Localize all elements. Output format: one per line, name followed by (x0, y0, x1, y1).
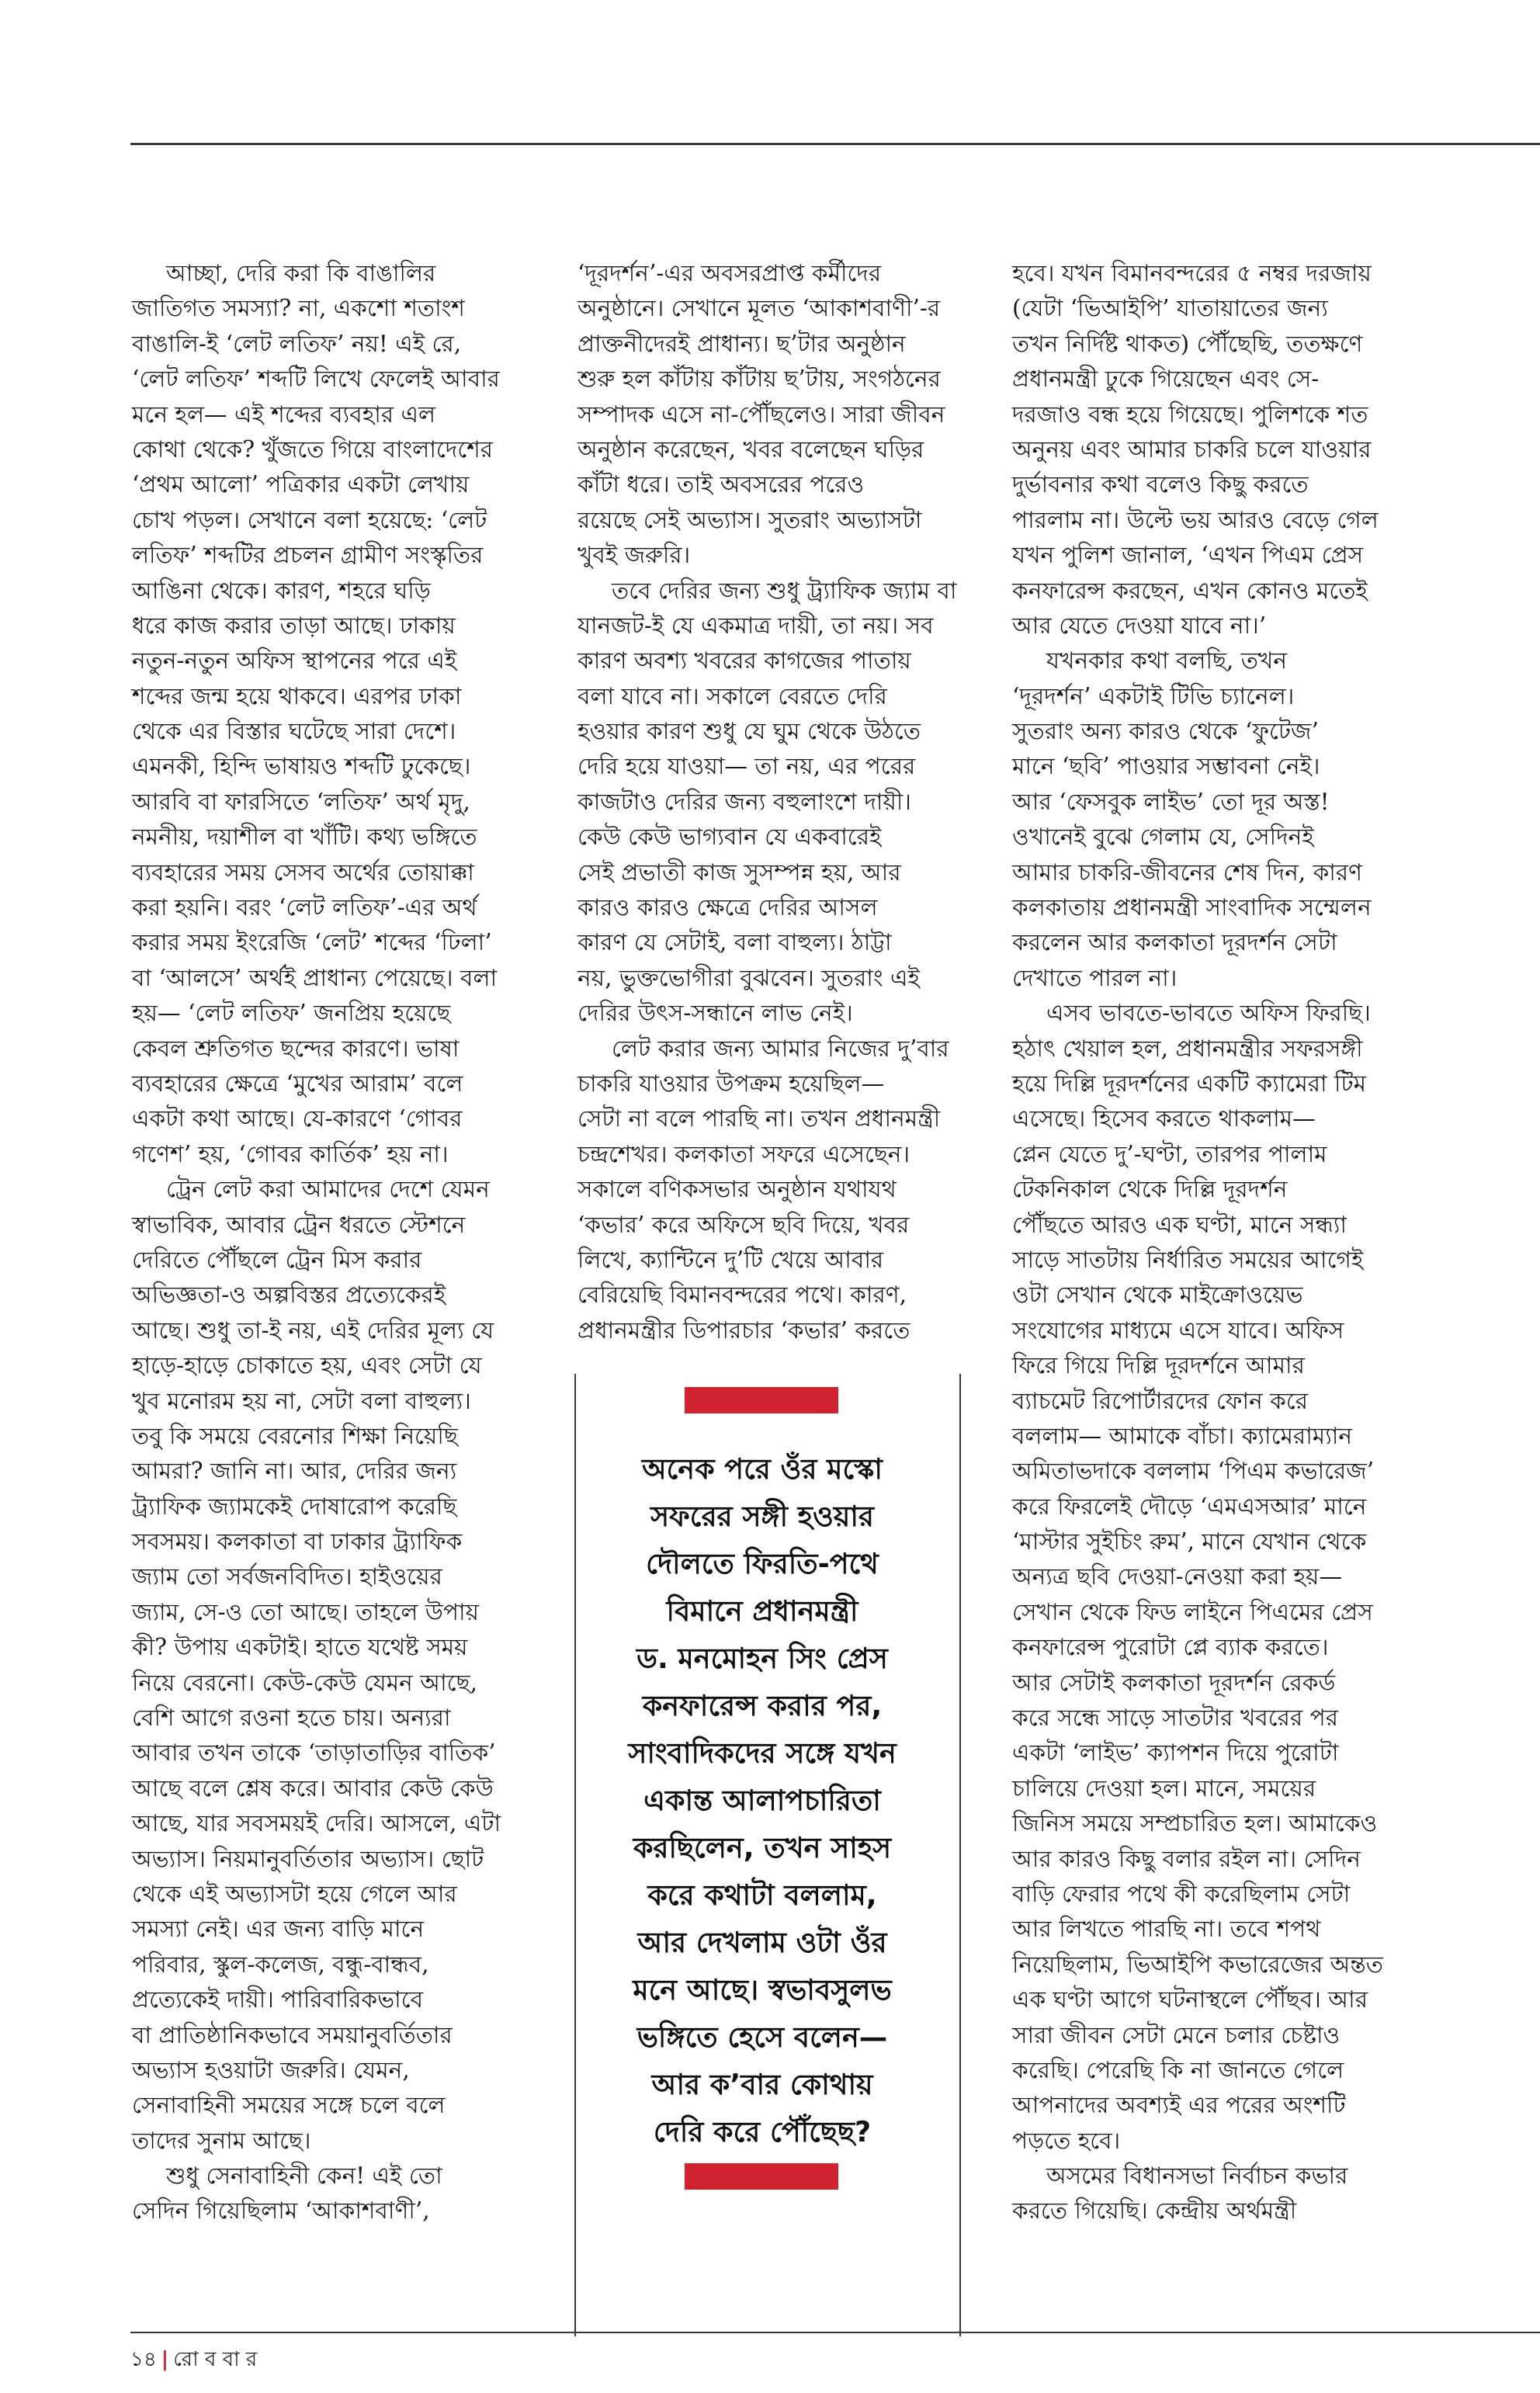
text-line: বেরিয়েছি বিমানবন্দরের পথে। কারণ, (578, 1281, 907, 1309)
text-line: লতিফ’ শব্দটির প্রচলন গ্রামীণ সংস্কৃতির (132, 542, 484, 569)
text-line: হবে। যখন বিমানবন্দরের ৫ নম্বর দরজায় (1012, 260, 1372, 286)
text-line: ‘মাস্টার সুইচিং রুম’, মানে যেখান থেকে (1012, 1528, 1367, 1555)
text-line: মনে হল— এই শব্দের ব্যবহার এল (132, 401, 436, 428)
text-line: হাড়ে-হাড়ে চোকাতে হয়, এবং সেটা যে (132, 1352, 482, 1379)
text-line: কেউ কেউ ভাগ্যবান যে একবারেই (578, 824, 882, 851)
pull-quote-line: আর ক’বার কোথায় (651, 2068, 873, 2101)
pull-quote-bottom-bar (685, 2163, 838, 2190)
pull-quote-line: কনফারেন্স করার পর, (642, 1689, 883, 1722)
text-line: কলকাতায় প্রধানমন্ত্রী সাংবাদিক সম্মেলন (1012, 894, 1372, 921)
text-line: ওটা সেখান থেকে মাইক্রোওয়েভ (1012, 1281, 1303, 1309)
pull-quote-line: সাংবাদিকদের সঙ্গে যখন (628, 1736, 897, 1770)
text-line: যখনকার কথা বলছি, তখন (1046, 647, 1288, 675)
text-line: আছে। শুধু তা-ই নয়, এই দেরির মূল্য যে (132, 1316, 494, 1344)
text-line: তখন নির্দিষ্ট থাকত) পৌঁছেছি, ততক্ষণে (1012, 330, 1363, 357)
folio-separator: | (161, 2348, 169, 2371)
text-line: জ্যাম তো সর্বজনবিদিত। হাইওয়ের (132, 1563, 442, 1590)
callout-left-rule (574, 1374, 576, 2336)
text-line: যখন পুলিশ জানাল, ‘এখন পিএম প্রেস (1012, 542, 1364, 569)
article-column-1 (132, 256, 551, 2229)
text-line: জাতিগত সমস্যা? না, একশো শতাংশ (132, 295, 465, 322)
text-line: সেখান থেকে ফিড লাইনে পিএমের প্রেস (1012, 1598, 1373, 1625)
pull-quote-line: বিমানে প্রধানমন্ত্রী (666, 1594, 858, 1628)
text-line: সম্পাদক এসে না-পৌঁছলেও। সারা জীবন (578, 401, 945, 428)
text-line: আর লিখতে পারছি না। তবে শপথ (1012, 1916, 1321, 1943)
text-line: কোথা থেকে? খুঁজতে গিয়ে বাংলাদেশের (132, 435, 494, 463)
text-line: একটা ‘লাইভ’ ক্যাপশন দিয়ে পুরোটা (1012, 1739, 1339, 1767)
text-line: আমার চাকরি-জীবনের শেষ দিন, কারণ (1012, 858, 1363, 886)
pull-quote-line: দৌলতে ফিরতি-পথে (646, 1547, 879, 1580)
text-line: প্রত্যেকেই দায়ী। পারিবারিকভাবে (132, 1986, 424, 2013)
text-line: শুরু হল কাঁটায় কাঁটায় ছ’টায়, সংগঠনের (578, 366, 941, 393)
pull-quote-line: ড. মনমোহন সিং প্রেস (636, 1642, 888, 1675)
text-line: তবু কি সময়ে বেরনোর শিক্ষা নিয়েছি (132, 1422, 458, 1449)
article-column-2 (578, 256, 981, 1348)
text-line: ট্রেন লেট করা আমাদের দেশে যেমন (166, 1176, 490, 1203)
text-line: হয়— ‘লেট লতিফ’ জনপ্রিয় হয়েছে (132, 1000, 451, 1027)
pull-quote-line: সফরের সঙ্গী হওয়ার (650, 1500, 874, 1533)
pull-quote-line: করছিলেন, তখন সাহস (633, 1831, 892, 1864)
text-line: থেকে এই অভ্যাসটা হয়ে গেলে আর (132, 1880, 457, 1907)
text-line: দেরির উৎস-সন্ধানে লাভ নেই। (578, 1000, 853, 1027)
article-column-3 (1012, 256, 1431, 2229)
text-line: দেখাতে পারল না। (1012, 964, 1178, 991)
text-line: সেই প্রভাতী কাজ সুসম্পন্ন হয়, আর (578, 858, 901, 886)
text-line: করে সন্ধে সাড়ে সাতটার খবরের পর (1012, 1705, 1338, 1732)
text-line: লেট করার জন্য আমার নিজের দু’বার (612, 1035, 949, 1062)
text-line: রয়েছে সেই অভ্যাস। সুতরাং অভ্যাসটা (578, 506, 922, 533)
text-line: হয়ে দিল্লি দূরদর্শনের একটি ক্যামেরা টিম (1012, 1070, 1367, 1097)
pull-quote-text (590, 1445, 935, 2155)
text-line: ‘প্রথম আলো’ পত্রিকার একটা লেখায় (132, 471, 470, 498)
text-line: আর সেটাই কলকাতা দূরদর্শন রেকর্ড (1012, 1669, 1336, 1696)
text-line: যানজট-ই যে একমাত্র দায়ী, তা নয়। সব (578, 612, 934, 639)
text-line: টেকনিকাল থেকে দিল্লি দূরদর্শন (1012, 1176, 1288, 1203)
text-line: একটা কথা আছে। যে-কারণে ‘গোবর (132, 1105, 463, 1132)
callout-right-rule (959, 1374, 961, 2336)
text-line: সংযোগের মাধ্যমে এসে যাবে। অফিস (1012, 1316, 1344, 1344)
text-line: বলা যাবে না। সকালে বেরতে দেরি (578, 682, 887, 709)
text-line: করলেন আর কলকাতা দূরদর্শন সেটা (1012, 929, 1337, 956)
text-line: করা হয়নি। বরং ‘লেট লতিফ’-এর অর্থ (132, 894, 477, 921)
text-line: চন্দ্রশেখর। কলকাতা সফরে এসেছেন। (578, 1140, 910, 1167)
text-line: এসেছে। হিসেব করতে থাকলাম— (1012, 1105, 1316, 1132)
pull-quote-line: দেরি করে পৌঁছেছ? (653, 2115, 872, 2148)
text-line: ধরে কাজ করার তাড়া আছে। ঢাকায় (132, 612, 456, 639)
text-line: করে ফিরলেই দৌড়ে ‘এমএসআর’ মানে (1012, 1493, 1367, 1520)
text-line: কেবল শ্রুতিগত ছন্দের কারণে। ভাষা (132, 1035, 460, 1062)
text-line: লিখে, ক্যান্টিনে দু’টি খেয়ে আবার (578, 1246, 884, 1273)
text-line: আছে, যার সবসময়ই দেরি। আসলে, এটা (132, 1810, 501, 1837)
text-line: আমরা? জানি না। আর, দেরির জন্য (132, 1458, 457, 1485)
text-line: পৌঁছতে আরও এক ঘণ্টা, মানে সন্ধ্যা (1012, 1211, 1347, 1238)
text-line: কারও কারও ক্ষেত্রে দেরির আসল (578, 894, 878, 921)
text-line: হওয়ার কারণ শুধু যে ঘুম থেকে উঠতে (578, 718, 921, 745)
text-line: দেরিতে পৌঁছলে ট্রেন মিস করার (132, 1246, 422, 1273)
text-line: ট্র্যাফিক জ্যামকেই দোষারোপ করেছি (132, 1493, 457, 1520)
text-line: বাঙালি-ই ‘লেট লতিফ’ নয়! এই রে, (132, 330, 462, 357)
text-line: কনফারেন্স পুরোটা প্লে ব্যাক করতে। (1012, 1634, 1329, 1661)
text-line: ওখানেই বুঝে গেলাম যে, সেদিনই (1012, 824, 1314, 851)
text-line: ‘দূরদর্শন’ একটাই টিভি চ্যানেল। (1012, 682, 1295, 709)
top-rule (130, 143, 1540, 145)
text-line: খুব মনোরম হয় না, সেটা বলা বাহুল্য। (132, 1387, 471, 1414)
text-line: গণেশ’ হয়, ‘গোবর কার্তিক’ হয় না। (132, 1140, 449, 1167)
text-line: আচ্ছা, দেরি করা কি বাঙালির (166, 260, 436, 286)
pull-quote-line: একান্ত আলাপচারিতা (643, 1784, 881, 1817)
text-line: সুতরাং অন্য কারও থেকে ‘ফুটেজ’ (1012, 718, 1319, 745)
text-line: ‘লেট লতিফ’ শব্দটি লিখে ফেলেই আবার (132, 366, 500, 393)
text-line: কী? উপায় একটাই। হাতে যথেষ্ট সময় (132, 1634, 468, 1661)
text-line: সকালে বণিকসভার অনুষ্ঠান যথাযথ (578, 1176, 897, 1203)
text-line: পড়তে হবে। (1012, 2127, 1121, 2154)
text-line: দুর্ভাবনার কথা বলেও কিছু করতে (1012, 471, 1309, 498)
text-line: এক ঘণ্টা আগে ঘটনাস্থলে পৌঁছব। আর (1012, 1986, 1368, 2013)
text-line: অভিজ্ঞতা-ও অল্পবিস্তর প্রত্যেকেরই (132, 1281, 446, 1309)
text-line: আঙিনা থেকে। কারণ, শহরে ঘড়ি (132, 577, 431, 604)
text-line: কারণ যে সেটাই, বলা বাহুল্য। ঠাট্টা (578, 929, 892, 956)
text-line: এসব ভাবতে-ভাবতে অফিস ফিরছি। (1046, 1000, 1371, 1027)
text-line: অন্যত্র ছবি দেওয়া-নেওয়া করা হয়— (1012, 1563, 1343, 1590)
text-line: হঠাৎ খেয়াল হল, প্রধানমন্ত্রীর সফরসঙ্গী (1012, 1035, 1363, 1062)
text-line: সবসময়। কলকাতা বা ঢাকার ট্র্যাফিক (132, 1528, 463, 1555)
text-line: প্রাক্তনীদেরই প্রাধান্য। ছ’টার অনুষ্ঠান (578, 330, 906, 357)
text-line: নিয়ে বেরনো। কেউ-কেউ যেমন আছে, (132, 1669, 477, 1696)
text-line: ‘দূরদর্শন’-এর অবসরপ্রাপ্ত কর্মীদের (578, 260, 882, 286)
text-line: অনুষ্ঠান করেছেন, খবর বলেছেন ঘড়ির (578, 435, 924, 463)
text-line: অভ্যাস হওয়াটা জরুরি। যেমন, (132, 2056, 410, 2083)
text-line: বা ‘আলসে’ অর্থই প্রাধান্য পেয়েছে। বলা (132, 964, 498, 991)
text-line: অভ্যাস। নিয়মানুবর্তিতার অভ্যাস। ছোট (132, 1845, 484, 1872)
text-line: কাজটাও দেরির জন্য বহুলাংশে দায়ী। (578, 788, 911, 815)
text-line: খুবই জরুরি। (578, 542, 691, 569)
text-line: আর ‘ফেসবুক লাইভ’ তো দূর অস্ত! (1012, 788, 1330, 815)
text-line: আরবি বা ফারসিতে ‘লতিফ’ অর্থ মৃদু, (132, 788, 470, 815)
text-line: করার সময় ইংরেজি ‘লেট’ শব্দের ‘ঢিলা’ (132, 929, 492, 956)
text-line: সারা জীবন সেটা মেনে চলার চেষ্টাও (1012, 2021, 1341, 2048)
bottom-rule (130, 2332, 1540, 2333)
text-line: অমিতাভদাকে বললাম ‘পিএম কভারেজ’ (1012, 1458, 1375, 1485)
text-line: বা প্রাতিষ্ঠানিকভাবে সময়ানুবর্তিতার (132, 2021, 453, 2048)
text-line: তবে দেরির জন্য শুধু ট্র্যাফিক জ্যাম বা (612, 577, 957, 604)
text-line: তাদের সুনাম আছে। (132, 2127, 311, 2154)
text-line: ব্যাচমেট রিপোর্টারদের ফোন করে (1012, 1387, 1309, 1414)
text-line: ব্যবহারের ক্ষেত্রে ‘মুখের আরাম’ বলে (132, 1070, 463, 1097)
page-number: ১৪ (130, 2348, 157, 2371)
text-line: বললাম— আমাকে বাঁচা। ক্যামেরাম্যান (1012, 1422, 1353, 1449)
pull-quote-line: করে কথাটা বললাম, (647, 1878, 877, 1912)
text-line: মানে ‘ছবি’ পাওয়ার সম্ভাবনা নেই। (1012, 753, 1320, 780)
magazine-name: রো ব বা র (173, 2348, 258, 2371)
pull-quote-line: অনেক পরে ওঁর মস্কো (642, 1452, 883, 1486)
text-line: আর যেতে দেওয়া যাবে না।’ (1012, 612, 1267, 639)
pull-quote-line: মনে আছে। স্বভাবসুলভ (633, 1973, 892, 2006)
text-line: বেশি আগে রওনা হতে চায়। অন্যরা (132, 1705, 451, 1732)
text-line: নয়, ভুক্তভোগীরা বুঝবেন। সুতরাং এই (578, 964, 920, 991)
text-line: চোখ পড়ল। সেখানে বলা হয়েছে: ‘লেট (132, 506, 487, 533)
text-line: জ্যাম, সে-ও তো আছে। তাহলে উপায় (132, 1598, 480, 1625)
text-line: চালিয়ে দেওয়া হল। মানে, সময়ের (1012, 1774, 1316, 1802)
text-line: অনুনয় এবং আমার চাকরি চলে যাওয়ার (1012, 435, 1372, 463)
page-folio (130, 2347, 257, 2372)
pull-quote-line: ভঙ্গিতে হেসে বলেন— (636, 2020, 888, 2054)
text-line: কনফারেন্স করছেন, এখন কোনও মতেই (1012, 577, 1368, 604)
text-line: সেদিন গিয়েছিলাম ‘আকাশবাণী’, (132, 2197, 430, 2225)
text-line: আছে বলে শ্লেষ করে। আবার কেউ কেউ (132, 1774, 494, 1802)
text-line: সমস্যা নেই। এর জন্য বাড়ি মানে (132, 1916, 425, 1943)
text-line: প্রধানমন্ত্রীর ডিপারচার ‘কভার’ করতে (578, 1316, 910, 1344)
text-line: কারণ অবশ্য খবরের কাগজের পাতায় (578, 647, 911, 675)
text-line: আপনাদের অবশ্যই এর পরের অংশটি (1012, 2092, 1346, 2119)
text-line: সেটা না বলে পারছি না। তখন প্রধানমন্ত্রী (578, 1105, 941, 1132)
text-line: ব্যবহারের সময় সেসব অর্থের তোয়াক্কা (132, 858, 474, 886)
text-line: পরিবার, স্কুল-কলেজ, বন্ধু-বান্ধব, (132, 1951, 429, 1978)
text-line: পারলাম না। উল্টে ভয় আরও বেড়ে গেল (1012, 506, 1379, 533)
text-line: অসমের বিধানসভা নির্বাচন কভার (1046, 2162, 1348, 2190)
text-line: দরজাও বন্ধ হয়ে গিয়েছে। পুলিশকে শত (1012, 401, 1368, 428)
text-line: করেছি। পেরেছি কি না জানতে গেলে (1012, 2056, 1344, 2083)
text-line: প্রধানমন্ত্রী ঢুকে গিয়েছেন এবং সে- (1012, 366, 1320, 393)
text-line: (যেটা ‘ভিআইপি’ যাতায়াতের জন্য (1012, 295, 1328, 322)
text-line: ‘কভার’ করে অফিসে ছবি দিয়ে, খবর (578, 1211, 910, 1238)
text-line: ফিরে গিয়ে দিল্লি দূরদর্শনে আমার (1012, 1352, 1305, 1379)
text-line: নিয়েছিলাম, ভিআইপি কভারেজের অন্তত (1012, 1951, 1383, 1978)
text-line: নমনীয়, দয়াশীল বা খাঁটি। কথ্য ভঙ্গিতে (132, 824, 477, 851)
text-line: দেরি হয়ে যাওয়া— তা নয়, এর পরের (578, 753, 916, 780)
text-line: সেনাবাহিনী সময়ের সঙ্গে চলে বলে (132, 2092, 446, 2119)
pull-quote-top-bar (685, 1387, 838, 1413)
text-line: আর কারও কিছু বলার রইল না। সেদিন (1012, 1845, 1361, 1872)
text-line: নতুন-নতুন অফিস স্থাপনের পরে এই (132, 647, 457, 675)
text-line: জিনিস সময়ে সম্প্রচারিত হল। আমাকেও (1012, 1810, 1378, 1837)
text-line: সাড়ে সাতটায় নির্ধারিত সময়ের আগেই (1012, 1246, 1364, 1273)
text-line: চাকরি যাওয়ার উপক্রম হয়েছিল— (578, 1070, 885, 1097)
text-line: প্লেন যেতে দু’-ঘণ্টা, তারপর পালাম (1012, 1140, 1327, 1167)
text-line: থেকে এর বিস্তার ঘটেছে সারা দেশে। (132, 718, 456, 745)
text-line: আবার তখন তাকে ‘তাড়াতাড়ির বাতিক’ (132, 1739, 496, 1767)
text-line: কাঁটা ধরে। তাই অবসরের পরেও (578, 471, 865, 498)
text-line: অনুষ্ঠানে। সেখানে মূলত ‘আকাশবাণী’-র (578, 295, 941, 322)
pull-quote-line: আর দেখলাম ওটা ওঁর (637, 1926, 887, 1959)
text-line: শুধু সেনাবাহিনী কেন! এই তো (166, 2162, 442, 2190)
text-line: করতে গিয়েছি। কেন্দ্রীয় অর্থমন্ত্রী (1012, 2197, 1297, 2225)
text-line: শব্দের জন্ম হয়ে থাকবে। এরপর ঢাকা (132, 682, 462, 709)
text-line: এমনকী, হিন্দি ভাষায়ও শব্দটি ঢুকেছে। (132, 753, 471, 780)
text-line: স্বাভাবিক, আবার ট্রেন ধরতে স্টেশনে (132, 1211, 466, 1238)
text-line: বাড়ি ফেরার পথে কী করেছিলাম সেটা (1012, 1880, 1351, 1907)
